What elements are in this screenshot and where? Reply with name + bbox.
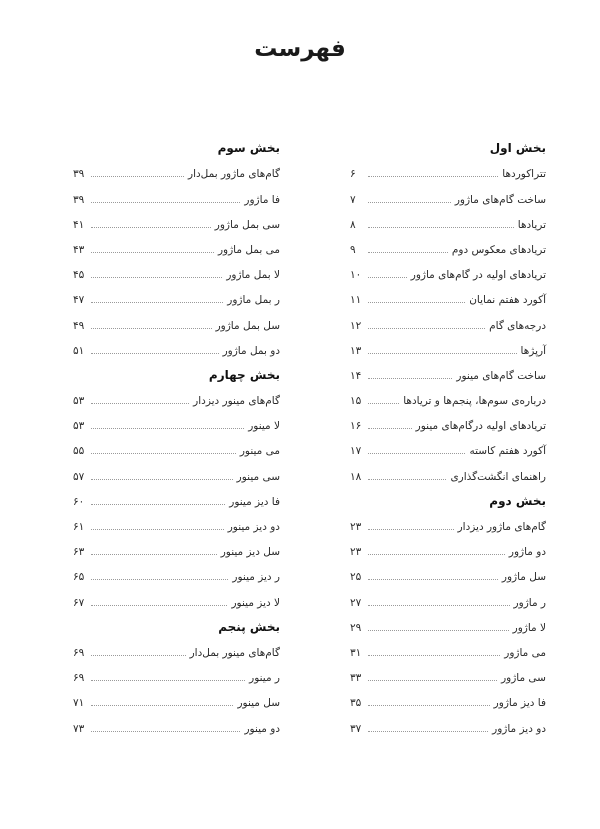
toc-entry xyxy=(73,234,280,259)
dot-leader xyxy=(368,353,517,354)
toc-entry-label: فا ماژور xyxy=(244,193,280,206)
toc-entry-label: می مینور xyxy=(239,445,280,458)
dot-leader xyxy=(91,453,236,454)
dot-leader xyxy=(368,277,407,278)
toc-entry-label: دو دیز مینور xyxy=(227,521,280,533)
toc-entry-label: سی مینور xyxy=(236,470,280,483)
toc-entry-label: فا دیز مینور xyxy=(229,495,280,508)
toc-entry-page: ۴۱ xyxy=(73,218,85,231)
toc-entry xyxy=(73,158,280,183)
toc-entry-label: لا ماژور xyxy=(512,621,546,634)
toc-entry-page: ۵۳ xyxy=(73,420,85,433)
dot-leader xyxy=(91,554,217,555)
toc-entry-label: سل دیز مینور xyxy=(220,546,280,559)
toc-entry xyxy=(350,561,546,586)
toc-entry xyxy=(73,637,280,662)
toc-entry-page: ۶۷ xyxy=(73,596,85,609)
toc-entry-page: ۶۹ xyxy=(73,672,85,685)
toc-entry-label: گام‌های مینور دیزدار xyxy=(193,395,280,408)
toc-entry-page: ۱۱ xyxy=(350,294,362,307)
dot-leader xyxy=(368,605,510,606)
toc-entry xyxy=(350,234,546,259)
toc-entry-page: ۳۵ xyxy=(350,697,362,710)
toc-entry xyxy=(350,687,546,712)
dot-leader xyxy=(368,579,498,580)
section-heading: بخش پنجم xyxy=(218,619,280,634)
toc-entry xyxy=(350,586,546,611)
toc-entry-page: ۵۱ xyxy=(73,344,85,357)
dot-leader xyxy=(368,227,514,228)
toc-entry-page: ۸ xyxy=(350,218,356,231)
toc-entry-label: درباره‌ی سوم‌ها، پنجم‌ها و تریادها xyxy=(403,395,546,408)
toc-entry xyxy=(73,511,280,536)
toc-entry-label: دو مینور xyxy=(244,722,280,735)
toc-entry-page: ۷۳ xyxy=(73,722,85,735)
toc-entry-label: تتراکوردها xyxy=(502,168,546,181)
toc-entry-page: ۳۳ xyxy=(350,672,362,685)
toc-entry xyxy=(350,259,546,284)
toc-entry-label: سی بمل ماژور xyxy=(214,218,280,231)
toc-entry xyxy=(350,158,546,183)
toc-entry-label: فا دیز ماژور xyxy=(493,697,546,710)
toc-entry-label: می ماژور xyxy=(504,646,546,659)
toc-entry-label: ر ماژور xyxy=(513,596,546,609)
dot-leader xyxy=(368,680,497,681)
dot-leader xyxy=(91,529,224,530)
toc-entry-label: سی ماژور xyxy=(501,672,546,685)
toc-entry xyxy=(73,486,280,511)
toc-entry xyxy=(350,360,546,385)
toc-entry-page: ۱۰ xyxy=(350,269,362,282)
toc-entry-label: می بمل ماژور xyxy=(217,243,280,256)
toc-entry-label: تریادهای معکوس دوم xyxy=(451,243,546,256)
dot-leader xyxy=(91,302,223,303)
toc-entry-page: ۶۳ xyxy=(73,546,85,559)
toc-entry xyxy=(73,410,280,435)
section-heading: بخش اول xyxy=(489,141,546,156)
toc-entry-page: ۲۳ xyxy=(350,521,362,533)
dot-leader xyxy=(368,554,505,555)
toc-entry-label: دو دیز ماژور xyxy=(492,722,546,735)
dot-leader xyxy=(368,252,448,253)
dot-leader xyxy=(91,202,240,203)
toc-entry xyxy=(73,460,280,485)
toc-entry-page: ۲۳ xyxy=(350,546,362,559)
toc-entry-page: ۲۷ xyxy=(350,596,362,609)
dot-leader xyxy=(91,277,222,278)
toc-entry xyxy=(73,586,280,611)
toc-entry-page: ۱۴ xyxy=(350,369,362,382)
toc-column-left xyxy=(73,133,280,738)
dot-leader xyxy=(91,579,228,580)
toc-entry-page: ۴۹ xyxy=(73,319,85,332)
toc-entry-label: درجه‌های گام xyxy=(489,319,546,332)
toc-entry xyxy=(350,410,546,435)
toc-entry-page: ۵۵ xyxy=(73,445,85,458)
toc-entry xyxy=(73,284,280,309)
dot-leader xyxy=(368,378,452,379)
toc-entry-page: ۳۹ xyxy=(73,193,85,206)
toc-entry-page: ۶۹ xyxy=(73,646,85,659)
toc-entry-label: دو بمل ماژور xyxy=(222,344,280,357)
section-heading: بخش چهارم xyxy=(208,367,280,382)
toc-entry-page: ۵۳ xyxy=(73,395,85,408)
dot-leader xyxy=(368,302,465,303)
toc-entry xyxy=(350,460,546,485)
dot-leader xyxy=(91,227,211,228)
dot-leader xyxy=(368,479,446,480)
toc-entry-label: آکورد هفتم نمایان xyxy=(469,294,546,307)
toc-entry xyxy=(350,637,546,662)
toc-entry xyxy=(73,662,280,687)
toc-entry xyxy=(73,259,280,284)
toc-entry xyxy=(73,385,280,410)
dot-leader xyxy=(91,504,225,505)
toc-entry xyxy=(350,511,546,536)
dot-leader xyxy=(368,428,412,429)
toc-entry xyxy=(73,209,280,234)
toc-column-right xyxy=(350,133,546,738)
toc-entry xyxy=(73,309,280,334)
toc-entry xyxy=(350,385,546,410)
toc-entry xyxy=(73,687,280,712)
toc-entry-label: دو ماژور xyxy=(508,546,546,559)
toc-entry xyxy=(73,435,280,460)
dot-leader xyxy=(91,328,212,329)
dot-leader xyxy=(91,403,189,404)
toc-entry-page: ۳۷ xyxy=(350,722,362,735)
toc-entry-label: تریادها xyxy=(517,218,546,231)
toc-entry-label: ر دیز مینور xyxy=(232,571,280,584)
dot-leader xyxy=(368,328,485,329)
toc-entry-label: گام‌های ماژور دیزدار xyxy=(457,521,546,533)
toc-entry-label: آکورد هفتم کاسته xyxy=(469,445,546,458)
dot-leader xyxy=(91,731,240,732)
toc-entry xyxy=(350,309,546,334)
toc-entry-page: ۹ xyxy=(350,243,356,256)
toc-entry xyxy=(350,435,546,460)
toc-entry-page: ۴۵ xyxy=(73,269,85,282)
toc-entry-page: ۶۰ xyxy=(73,495,85,508)
toc-entry-label: گام‌های مینور بمل‌دار xyxy=(189,646,280,659)
toc-entry-page: ۱۵ xyxy=(350,395,362,408)
toc-entry-label: ر بمل ماژور xyxy=(227,294,280,307)
toc-entry-page: ۷۱ xyxy=(73,697,85,710)
toc-entry-label: سل بمل ماژور xyxy=(215,319,280,332)
toc-entry-page: ۱۶ xyxy=(350,420,362,433)
dot-leader xyxy=(91,176,184,177)
toc-entry-page: ۴۳ xyxy=(73,243,85,256)
toc-entry-page: ۲۹ xyxy=(350,621,362,634)
toc-entry-page: ۶۱ xyxy=(73,521,85,533)
dot-leader xyxy=(368,529,454,530)
dot-leader xyxy=(91,705,233,706)
toc-entry-label: تریادهای اولیه در گام‌های ماژور xyxy=(410,269,546,282)
toc-entry-page: ۴۷ xyxy=(73,294,85,307)
dot-leader xyxy=(368,655,500,656)
toc-entry xyxy=(350,183,546,208)
toc-entry-page: ۷ xyxy=(350,193,356,206)
toc-entry-label: گام‌های ماژور بمل‌دار xyxy=(188,168,280,181)
dot-leader xyxy=(368,453,465,454)
toc-entry xyxy=(73,183,280,208)
toc-entry-label: سل مینور xyxy=(237,697,280,710)
toc-entry xyxy=(350,335,546,360)
toc-entry-page: ۶ xyxy=(350,168,356,181)
toc-entry-page: ۵۷ xyxy=(73,470,85,483)
dot-leader xyxy=(91,605,227,606)
toc-entry-label: لا مینور xyxy=(248,420,280,433)
toc-entry-page: ۱۳ xyxy=(350,344,362,357)
toc-entry xyxy=(350,284,546,309)
toc-entry xyxy=(73,712,280,737)
dot-leader xyxy=(368,176,498,177)
dot-leader xyxy=(91,428,244,429)
toc-entry-page: ۳۹ xyxy=(73,168,85,181)
toc-entry-page: ۲۵ xyxy=(350,571,362,584)
toc-entry-label: لا دیز مینور xyxy=(231,596,280,609)
toc-entry-label: ساخت گام‌های مینور xyxy=(456,369,546,382)
toc-entry-label: ر مینور xyxy=(249,672,280,685)
toc-entry-page: ۱۲ xyxy=(350,319,362,332)
dot-leader xyxy=(368,731,488,732)
toc-entry xyxy=(350,612,546,637)
toc-entry-label: راهنمای انگشت‌گذاری xyxy=(450,470,546,483)
dot-leader xyxy=(91,252,214,253)
toc-entry-page: ۱۷ xyxy=(350,445,362,458)
toc-entry xyxy=(350,209,546,234)
toc-entry xyxy=(73,536,280,561)
toc-entry xyxy=(350,662,546,687)
dot-leader xyxy=(91,479,233,480)
section-heading: بخش دوم xyxy=(489,493,546,508)
toc-entry-label: لا بمل ماژور xyxy=(226,269,280,282)
toc-entry xyxy=(350,536,546,561)
toc-entry xyxy=(350,712,546,737)
dot-leader xyxy=(368,705,490,706)
page-title: فهرست xyxy=(254,36,346,62)
dot-leader xyxy=(91,655,186,656)
section-heading: بخش سوم xyxy=(217,141,280,156)
toc-entry-page: ۳۱ xyxy=(350,646,362,659)
toc-entry xyxy=(73,561,280,586)
dot-leader xyxy=(91,680,245,681)
toc-entry-label: سل ماژور xyxy=(501,571,546,584)
dot-leader xyxy=(368,202,451,203)
toc-entry-label: تریادهای اولیه درگام‌های مینور xyxy=(415,420,546,433)
dot-leader xyxy=(368,403,399,404)
toc-entry-label: آرپژها xyxy=(520,344,546,357)
toc-entry-page: ۶۵ xyxy=(73,571,85,584)
toc-entry-page: ۱۸ xyxy=(350,470,362,483)
dot-leader xyxy=(91,353,219,354)
dot-leader xyxy=(368,630,509,631)
toc-entry-label: ساخت گام‌های ماژور xyxy=(454,193,546,206)
toc-entry xyxy=(73,335,280,360)
